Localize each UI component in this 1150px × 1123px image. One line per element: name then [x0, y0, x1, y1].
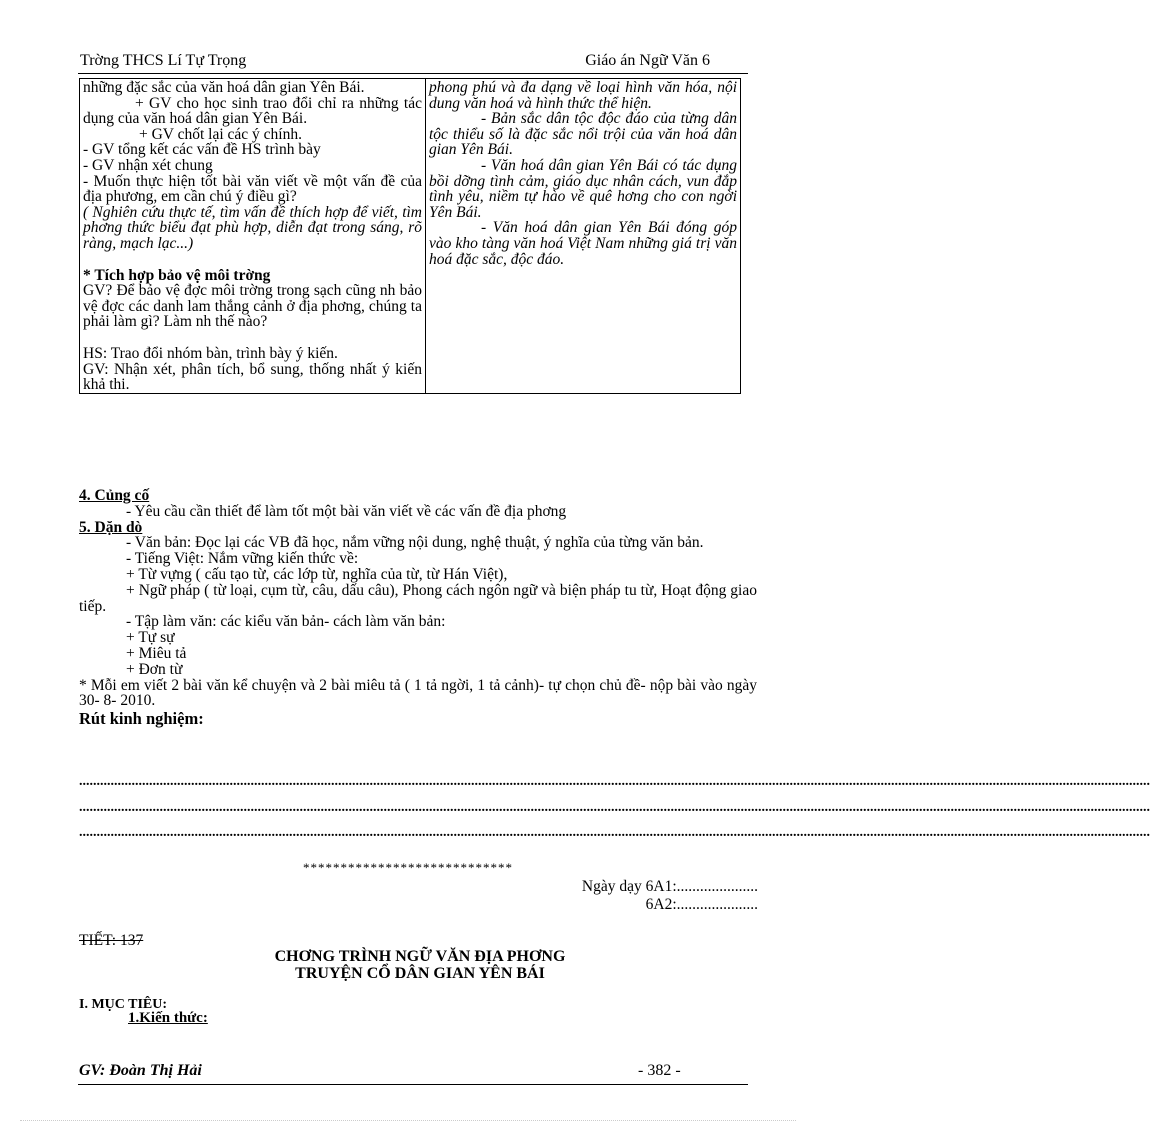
teaching-dates — [582, 878, 758, 914]
left-p10: GV: Nhận xét, phân tích, bổ sung, thống nhất ý kiến khả thi. — [83, 360, 422, 394]
left-p7: ( Nghiên cứu thực tế, tìm vấn đề thích hợp để viết, tìm phơng thức biểu đạt phù hợp, diễn đạt trong sáng, rõ ràng, mạch lạc...) — [83, 203, 422, 252]
right-p4: - Văn hoá dân gian Yên Bái đóng góp vào kho tàng văn hoá Việt Nam những giá trị văn hoá đặc sắc, độc đáo. — [429, 219, 737, 268]
section-5-title: 5. Dặn dò — [79, 518, 143, 536]
right-p3: - Văn hoá dân gian Yên Bái có tác dụng bồi dỡng tình cảm, giáo dục nhân cách, vun đắp tình yêu, niềm tự hào về quê hơng cho con ngời Yên Bái. — [429, 156, 737, 221]
section-5-l8: + Đơn từ — [126, 660, 183, 678]
section-5-l1: - Văn bản: Đọc lại các VB đã học, nắm vững nội dung, nghệ thuật, ý nghĩa của từng văn bản. — [126, 534, 704, 552]
left-p1: những đặc sắc của văn hoá dân gian Yên Bái. — [83, 79, 365, 96]
section-5-l4: + Ngữ pháp ( từ loại, cụm từ, câu, dấu câu), Phong cách ngôn ngữ và biện pháp tu từ, Hoạt động giao tiếp. — [79, 581, 757, 615]
lesson-title — [80, 948, 760, 982]
table-row — [80, 79, 741, 394]
lesson-number: TIẾT: 137 — [79, 932, 144, 949]
date-6a2: 6A2:..................... — [645, 896, 758, 913]
footer-rule — [78, 1084, 748, 1085]
right-p2: - Bản sắc dân tộc độc đáo của từng dân tộc thiểu số là đặc sắc nổi trội của văn hoá dân gian Yên Bái. — [429, 110, 737, 159]
section-5-l7: + Miêu tả — [126, 644, 187, 662]
header-rule — [78, 73, 748, 74]
section-5-l6: + Tự sự — [126, 629, 175, 647]
page-edge — [20, 1120, 796, 1121]
header-school: Trờng THCS Lí Tự Trọng — [80, 52, 247, 69]
experience-line-3: .................................................................................................................................................................................................................................................................................................................. — [79, 825, 1150, 840]
experience-title: Rút kinh nghiệm: — [79, 709, 204, 729]
left-p9: HS: Trao đổi nhóm bàn, trình bày ý kiến. — [83, 344, 338, 362]
left-p4: - GV tổng kết các vấn đề HS trình bày — [83, 141, 321, 159]
section-5-l2: - Tiếng Việt: Nắm vững kiến thức về: — [126, 550, 359, 568]
section-4 — [79, 488, 757, 728]
experience-line-1: .................................................................................................................................................................................................................................................................................................................. — [79, 774, 1150, 789]
section-5-l3: + Từ vựng ( cấu tạo từ, các lớp từ, nghĩa của từ, từ Hán Việt), — [126, 565, 508, 583]
left-p2: + GV cho học sinh trao đổi chỉ ra những tác dụng của văn hoá dân gian Yên Bái. — [83, 94, 422, 128]
right-p1: phong phú và đa dạng về loại hình văn hóa, nội dung văn hoá và hình thức thể hiện. — [429, 79, 737, 112]
left-cell — [80, 79, 426, 394]
section-5-l9: * Mỗi em viết 2 bài văn kể chuyện và 2 bài miêu tả ( 1 tả ngời, 1 tả cảnh)- tự chọn chủ đề- nộp bài vào ngày 30- 8- 2010. — [79, 676, 757, 710]
left-p8: GV? Để bảo vệ đợc môi trờng trong sạch cũng nh bảo vệ đợc các danh lam thắng cảnh ở địa phơng, chúng ta phải làm gì? Làm nh thế nào? — [83, 282, 422, 331]
objectives-knowledge: 1.Kiến thức: — [128, 1010, 208, 1026]
lesson-title-1: CHƠNG TRÌNH NGỮ VĂN ĐỊA PHƠNG — [274, 948, 566, 965]
footer-teacher: GV: Đoàn Thị Hải — [79, 1062, 202, 1079]
objectives-title: I. MỤC TIÊU: — [79, 997, 168, 1012]
env-heading: * Tích hợp bảo vệ môi trờng — [83, 266, 271, 284]
footer-page-number: - 382 - — [638, 1062, 681, 1079]
left-p6: - Muốn thực hiện tốt bài văn viết về một vấn đề của địa phương, em cần chú ý điều gì? — [83, 172, 422, 206]
left-p3: + GV chốt lại các ý chính. — [139, 125, 302, 143]
right-cell — [426, 79, 741, 394]
header-subject: Giáo án Ngữ Văn 6 — [585, 52, 710, 69]
left-p5: - GV nhận xét chung — [83, 156, 213, 174]
date-6a1: Ngày dạy 6A1:..................... — [581, 878, 758, 895]
separator-stars: **************************** — [303, 860, 513, 875]
experience-line-2: .................................................................................................................................................................................................................................................................................................................. — [79, 800, 1150, 815]
lesson-table — [79, 78, 741, 394]
lesson-title-2: TRUYỆN CỔ DÂN GIAN YÊN BÁI — [295, 965, 545, 982]
section-4-line: - Yêu cầu cần thiết để làm tốt một bài văn viết về các vấn đề địa phơng — [126, 502, 567, 520]
section-4-title: 4. Củng cố — [79, 487, 150, 504]
section-5-l5: - Tập làm văn: các kiểu văn bản- cách làm văn bản: — [126, 613, 446, 631]
